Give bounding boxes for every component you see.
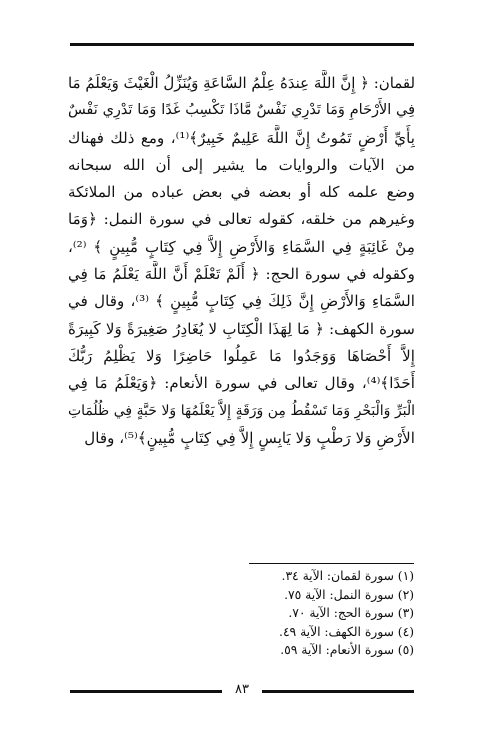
main-text xyxy=(68,70,415,452)
text-line: فِي الأَرْحَامِ وَمَا تَدْرِي نَفْسٌ مَّاذَا تَكْسِبُ غَدًا وَمَا تَدْرِي نَفْسٌ xyxy=(68,102,415,119)
footnotes xyxy=(70,567,414,660)
footnote-item: (٥) سورة الأنعام: الآية ٥٩. xyxy=(280,643,414,657)
text-line: السَّمَاءِ وَالأَرْضِ إِنَّ ذَلِكَ فِي كِتَابٍ مُّبِينٍ ﴾ ⁽³⁾، وقال في xyxy=(68,292,415,311)
text-line: أَحَدًا﴾⁽⁴⁾، وقال تعالى في سورة الأنعام: ﴿وَيَعْلَمُ مَا فِي xyxy=(68,374,415,393)
text-line: إِلاَّ أَحْصَاهَا وَوَجَدُوا مَا عَمِلُوا حَاضِرًا وَلا يَظْلِمُ رَبُّكَ xyxy=(68,346,415,365)
footnote-separator xyxy=(249,563,414,564)
text-line: وغيرهم من خلقه، كقوله تعالى في سورة النمل: ﴿وَمَا xyxy=(68,210,415,229)
text-line: سورة الكهف: ﴿ مَا لِهَذَا الْكِتَابِ لا يُغَادِرُ صَغِيرَةً وَلا كَبِيرَةً xyxy=(68,319,415,338)
top-rule xyxy=(70,43,414,46)
footnote-item: (٣) سورة الحج: الآية ٧٠. xyxy=(288,606,414,620)
footnote-item: (٢) سورة النمل: الآية ٧٥. xyxy=(284,587,414,602)
text-line: الْبَرِّ وَالْبَحْرِ وَمَا تَسْقُطُ مِن وَرَقَةٍ إِلاَّ يَعْلَمُهَا وَلا حَبَّةٍ فِي ظُلُمَاتِ xyxy=(68,402,415,419)
page-footer xyxy=(70,682,414,698)
footnote-item: (٤) سورة الكهف: الآية ٤٩. xyxy=(279,624,414,639)
text-line: من الآيات والروايات ما يشير إلى أن الله سبحانه xyxy=(68,155,415,174)
text-line: مِنْ غَائِبَةٍ فِي السَّمَاءِ وَالأَرْضِ إِلاَّ فِي كِتَابٍ مُّبِينٍ ﴾ ⁽²⁾، xyxy=(68,237,415,256)
text-line: وضع علمه كله أو بعضه في بعض عباده من الملائكة xyxy=(68,183,415,202)
text-line: لقمان: ﴿ إِنَّ اللَّهَ عِندَهُ عِلْمُ السَّاعَةِ وَيُنَزِّلُ الْغَيْثَ وَيَعْلَمُ مَا xyxy=(68,74,415,92)
text-line: الأَرْضِ وَلا رَطْبٍ وَلا يَابِسٍ إِلاَّ فِي كِتَابٍ مُّبِينٍ﴾⁽⁵⁾، وقال xyxy=(84,428,415,447)
page-number: ٨٣ xyxy=(235,682,249,697)
footnote-item: (١) سورة لقمان: الآية ٣٤. xyxy=(281,569,414,583)
text-line: وكقوله في سورة الحج: ﴿ أَلَمْ تَعْلَمْ أَنَّ اللَّهَ يَعْلَمُ مَا فِي xyxy=(68,265,415,284)
text-line: بِأَيِّ أَرْضٍ تَمُوتُ إِنَّ اللَّهَ عَلِيمٌ خَبِيرٌ﴾⁽¹⁾، ومع ذلك فهناك xyxy=(68,128,415,147)
